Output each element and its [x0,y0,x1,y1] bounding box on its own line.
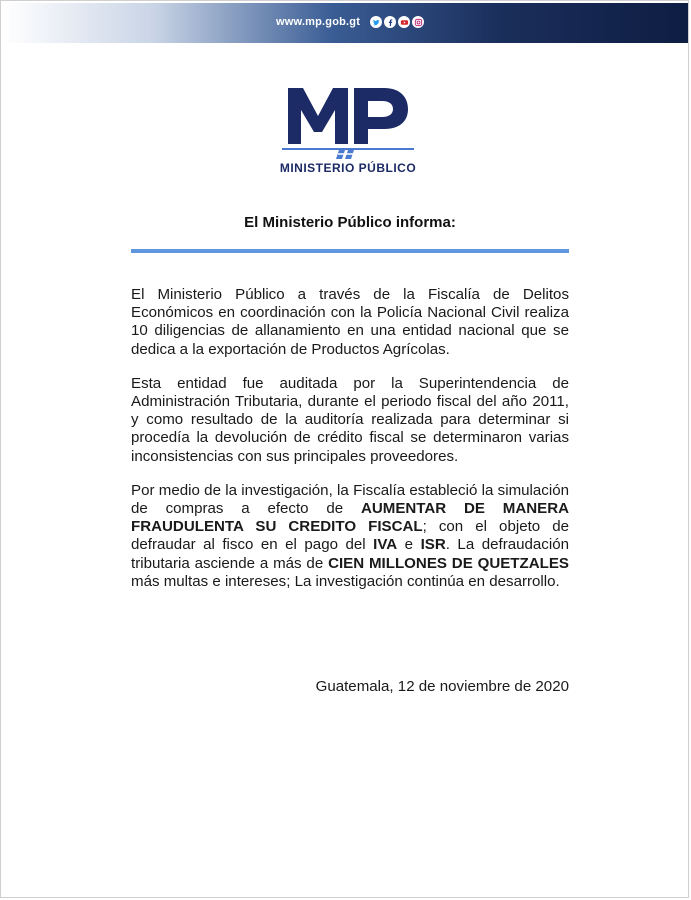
notice-title: El Ministerio Público informa: [244,214,456,231]
website-url[interactable]: www.mp.gob.gt [276,16,361,28]
paragraph-3-text: e [397,536,421,554]
facebook-icon[interactable] [384,16,396,28]
social-icons [370,16,424,28]
paragraph-3-text: . La defraudación tributaria asciende a más de [131,536,569,572]
twitter-icon[interactable] [370,16,382,28]
paragraph-3 [131,482,569,591]
bold-phrase-fraud: AUMENTAR DE MANERA FRAUDULENTA SU CREDITO FISCAL [131,500,569,536]
header-bar [3,3,688,43]
paragraph-3-text: Por medio de la investigación, la Fiscalía estableció la simulación de compras a efecto de [131,481,569,518]
ministerio-publico-logo [278,86,418,182]
notice-body [131,286,569,607]
paragraph-3-text: más multas e intereses; La investigación continúa en desarrollo. [131,572,560,590]
logo-emblem-icon [336,150,360,159]
bold-iva: IVA [373,536,398,554]
paragraph-1: El Ministerio Público a través de la Fiscalía de Delitos Económicos en coordinación con la Policía Nacional Civil realiza 10 diligencias de allanamiento en una entidad nacional que se dedica a la exportación de Productos Agrícolas. [131,286,569,358]
bold-amount: CIEN MILLONES DE QUETZALES [328,554,570,572]
title-divider [131,249,569,253]
mp-logo-mark [288,86,410,146]
paragraph-3-text: ; con el objeto de defraudar al fisco en el pago del [131,518,570,554]
paragraph-2: Esta entidad fue auditada por la Superintendencia de Administración Tributaria, durante el periodo fiscal del año 2011, y como resultado de la auditoría realizada para determinar si procedía la devolución de crédito fiscal se determinaron varias inconsistencias con sus principales proveedores. [131,374,569,465]
instagram-icon[interactable] [412,16,424,28]
date-line: Guatemala, 12 de noviembre de 2020 [315,678,569,695]
bold-isr: ISR [420,536,446,554]
youtube-icon[interactable] [398,16,410,28]
logo-caption: MINISTERIO PÚBLICO [279,161,417,175]
